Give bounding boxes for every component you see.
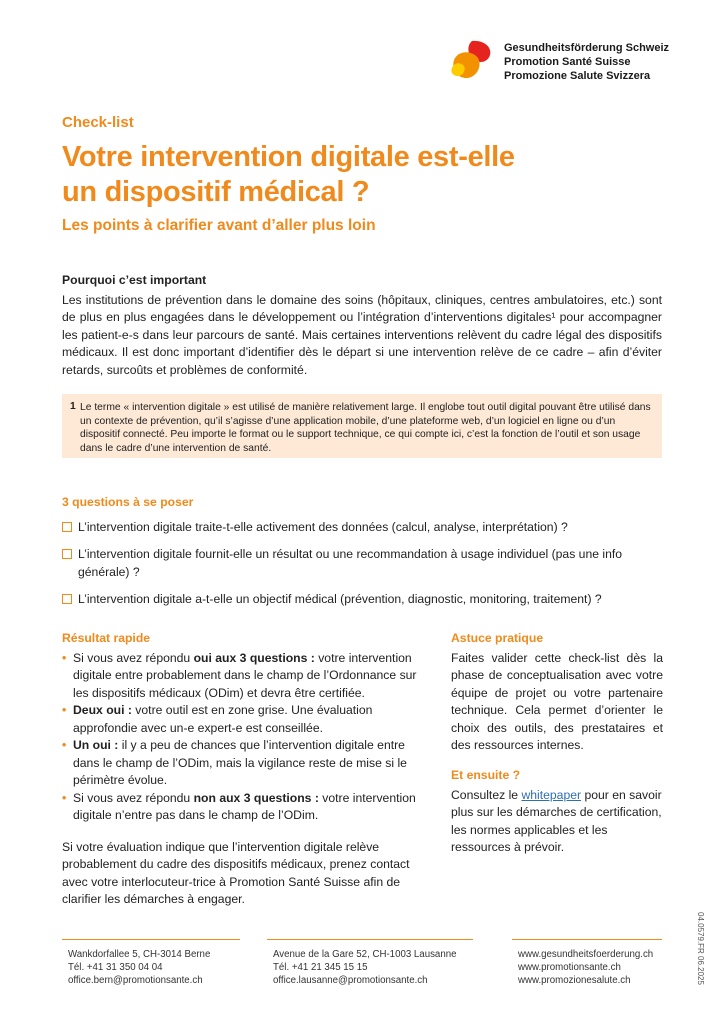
bullet-icon: • (62, 650, 67, 665)
result-item-bold: non aux 3 questions : (193, 790, 319, 805)
result-item (62, 702, 428, 737)
next-paragraph (451, 787, 663, 857)
result-item-bold: Deux oui : (73, 703, 132, 717)
footnote-text: Le terme « intervention digitale » est utilisé de manière relativement large. Il englobe tout outil digital pouvant être utilisé dans un contexte de prévention, qu’il s’agisse d’une application mobile, d’une plateforme web, d’un logiciel en ligne ou d’un dispositif connecté. Peu importe le format ou le support technique, ce qui compte ici, c’est la fonction de l’outil et son usage dans le cadre d’une intervention de santé. (80, 402, 651, 454)
result-closing: Si votre évaluation indique que l’intervention digitale relève probablement du cadre des dispositifs médicaux, prenez contact avec votre interlocuteur-trice à Promotion Santé Suisse afin de clarifier les démarches à engager. (62, 839, 410, 906)
title-line-1: Votre intervention digitale est-elle (62, 141, 515, 173)
logo-line-de: Gesundheitsförderung Schweiz (504, 42, 670, 54)
question-item (62, 519, 662, 537)
next-post: pour en savoir plus sur les démarches de certification, les normes applicables et les ressources à prévoir. (451, 787, 662, 854)
page-subtitle: Les points à clarifier avant d’aller plus loin (62, 217, 376, 234)
result-item (62, 650, 428, 703)
result-item-pre: Si vous avez répondu (73, 650, 194, 665)
title-line-2: un dispositif médical ? (62, 176, 370, 208)
result-item-post: il y a peu de chances que l’intervention digitale entre dans le champ de l’ODim, mais la vigilance reste de mise si le périmètre évolue. (73, 738, 407, 787)
footer-web (518, 948, 653, 987)
checkbox-icon[interactable] (62, 594, 72, 604)
brand-logo-mark (448, 38, 500, 82)
result-list (62, 650, 428, 825)
result-item-pre: Si vous avez répondu (73, 790, 194, 805)
next-section (451, 767, 663, 857)
question-text: L’intervention digitale traite-t-elle activement des données (calcul, analyse, interprétation) ? (78, 520, 568, 534)
result-heading: Résultat rapide (62, 631, 151, 645)
result-item (62, 737, 428, 790)
question-text: L’intervention digitale fournit-elle un résultat ou une recommandation à usage individuel (pas une info générale) ? (78, 547, 623, 579)
result-item-bold: Un oui : (73, 738, 119, 752)
next-pre: Consultez le (451, 787, 522, 802)
logo-line-it: Promozione Salute Svizzera (504, 70, 651, 82)
footer-bern (68, 948, 210, 987)
footer-website[interactable]: www.gesundheitsfoerderung.ch (518, 949, 654, 960)
why-section (62, 272, 662, 379)
bullet-icon: • (62, 790, 67, 805)
checkbox-icon[interactable] (62, 549, 72, 559)
bullet-icon: • (62, 738, 67, 752)
result-item-post: votre intervention digitale entre probablement dans le champ de l’Ordonnance sur les dispositifs médicaux (ODim) et devra être certifiée. (73, 650, 417, 700)
page-title (62, 140, 515, 210)
whitepaper-link[interactable]: whitepaper (521, 787, 582, 802)
doc-kicker: Check-list (62, 114, 134, 131)
result-item-post: votre outil est en zone grise. Une évaluation approfondie avec un-e expert-e est conseillée. (73, 703, 373, 735)
result-item-bold: oui aux 3 questions : (193, 650, 315, 665)
result-item (62, 790, 428, 825)
tip-section (451, 630, 663, 755)
footer-email[interactable]: office.bern@promotionsante.ch (68, 975, 203, 986)
questions-heading: 3 questions à se poser (62, 495, 194, 509)
footer-phone: Tél. +41 21 345 15 15 (273, 962, 368, 973)
footer-website[interactable]: www.promozionesalute.ch (518, 975, 631, 986)
question-item (62, 546, 662, 581)
footer-address: Avenue de la Gare 52, CH-1003 Lausanne (273, 949, 457, 960)
result-section (62, 630, 428, 909)
tip-heading: Astuce pratique (451, 631, 544, 645)
footer-divider (267, 939, 473, 940)
brand-logo-text (504, 41, 669, 83)
question-item (62, 591, 662, 609)
logo-line-fr: Promotion Santé Suisse (504, 56, 631, 68)
footer-divider (62, 939, 240, 940)
footer-address: Wankdorfallee 5, CH-3014 Berne (68, 949, 211, 960)
footer-divider (512, 939, 662, 940)
footer-email[interactable]: office.lausanne@promotionsante.ch (273, 975, 428, 986)
footer-website[interactable]: www.promotionsante.ch (518, 962, 621, 973)
footnote-box (62, 394, 662, 458)
doc-reference: 04.0579.FR 06.2025 (696, 912, 705, 985)
footer-lausanne (273, 948, 456, 987)
question-text: L’intervention digitale a-t-elle un objectif médical (prévention, diagnostic, monitoring, traitement) ? (78, 592, 602, 606)
footnote-number: 1 (70, 401, 76, 412)
tip-paragraph: Faites valider cette check-list dès la phase de conceptualisation avec votre équipe de projet ou votre partenaire technique. Cela permet d’orienter le choix des outils, des prestataires et des ressources internes. (451, 650, 663, 752)
why-paragraph: Les institutions de prévention dans le domaine des soins (hôpitaux, cliniques, centres ambulatoires, etc.) sont de plus en plus engagées dans le développement ou l’intégration d’interventions digitales¹ pour accompagner les patient-e-s dans leur parcours de santé. Mais certaines interventions relèvent du cadre légal des dispositifs médicaux. Il est donc important d’identifier dès le départ si une intervention relève de ce cadre – afin d’éviter retards, surcoûts et problèmes de conformité. (62, 292, 662, 377)
result-item-post: votre intervention digitale n’entre pas dans le champ de l’ODim. (73, 790, 416, 822)
bullet-icon: • (62, 703, 67, 717)
footer-phone: Tél. +41 31 350 04 04 (68, 962, 163, 973)
next-heading: Et ensuite ? (451, 768, 521, 782)
checkbox-icon[interactable] (62, 522, 72, 532)
why-heading: Pourquoi c’est important (62, 273, 207, 287)
